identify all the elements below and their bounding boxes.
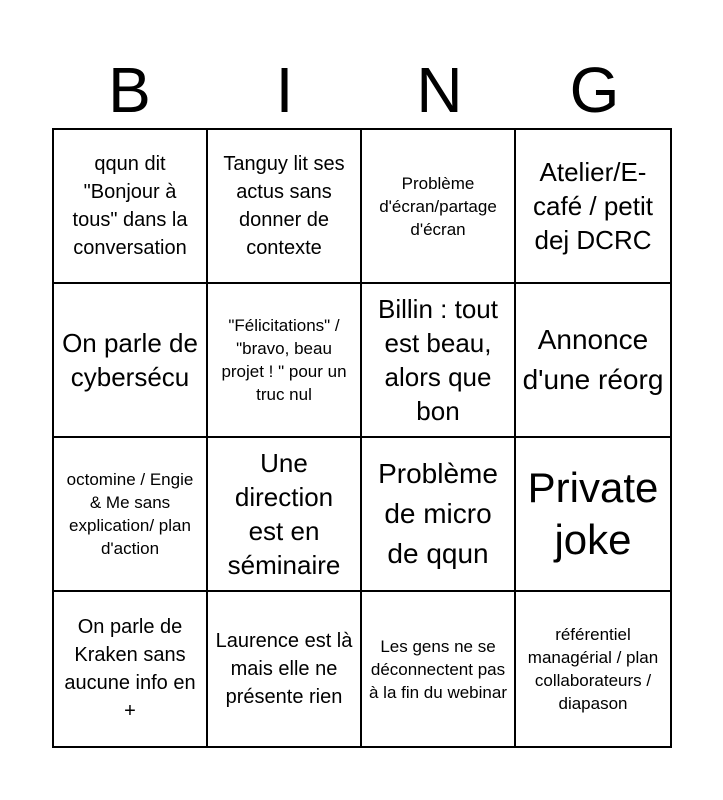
- bingo-header: [52, 50, 672, 128]
- cell-label: qqun dit "Bonjour à tous" dans la conversation: [72, 153, 188, 259]
- cell-label: On parle de cybersécu: [62, 328, 198, 392]
- header-letter-b: B: [108, 54, 151, 126]
- cell-label: Billin : tout est beau, alors que bon: [378, 294, 498, 426]
- bingo-card-grid: [52, 128, 672, 748]
- bingo-cell-r3c4[interactable]: [516, 438, 670, 592]
- bingo-cell-r3c3[interactable]: [362, 438, 516, 592]
- cell-label: Atelier/E-café / petit dej DCRC: [533, 157, 653, 255]
- cell-label: référentiel managérial / plan collaborateurs / diapason: [527, 625, 659, 713]
- bingo-cell-r4c1[interactable]: [54, 592, 208, 746]
- cell-label: "Félicitations" / "bravo, beau projet ! " pour un truc nul: [221, 316, 347, 404]
- bingo-cell-r1c4[interactable]: [516, 130, 670, 284]
- header-letter-i: I: [275, 54, 294, 126]
- cell-label: Problème de micro de qqun: [378, 458, 498, 569]
- bingo-cell-r2c1[interactable]: [54, 284, 208, 438]
- header-letter-n: N: [416, 54, 463, 126]
- cell-label: Une direction est en séminaire: [227, 448, 341, 580]
- bingo-cell-r1c3[interactable]: [362, 130, 516, 284]
- cell-label: On parle de Kraken sans aucune info en +: [64, 616, 196, 722]
- header-letter-g: G: [569, 54, 620, 126]
- cell-label: Private joke: [527, 464, 659, 563]
- bingo-cell-r2c3[interactable]: [362, 284, 516, 438]
- cell-label: Les gens ne se déconnectent pas à la fin du webinar: [369, 636, 507, 702]
- cell-label: Tanguy lit ses actus sans donner de contexte: [223, 153, 345, 259]
- bingo-cell-r4c4[interactable]: [516, 592, 670, 746]
- bingo-cell-r1c1[interactable]: [54, 130, 208, 284]
- cell-label: octomine / Engie & Me sans explication/ plan d'action: [66, 470, 194, 558]
- bingo-cell-r3c2[interactable]: [208, 438, 362, 592]
- cell-label: Annonce d'une réorg: [522, 324, 664, 395]
- bingo-cell-r2c4[interactable]: [516, 284, 670, 438]
- cell-label: Laurence est là mais elle ne présente rien: [215, 630, 353, 708]
- bingo-cell-r2c2[interactable]: [208, 284, 362, 438]
- bingo-cell-r1c2[interactable]: [208, 130, 362, 284]
- bingo-cell-r3c1[interactable]: [54, 438, 208, 592]
- cell-label: Problème d'écran/partage d'écran: [379, 173, 497, 239]
- bingo-cell-r4c2[interactable]: [208, 592, 362, 746]
- bingo-cell-r4c3[interactable]: [362, 592, 516, 746]
